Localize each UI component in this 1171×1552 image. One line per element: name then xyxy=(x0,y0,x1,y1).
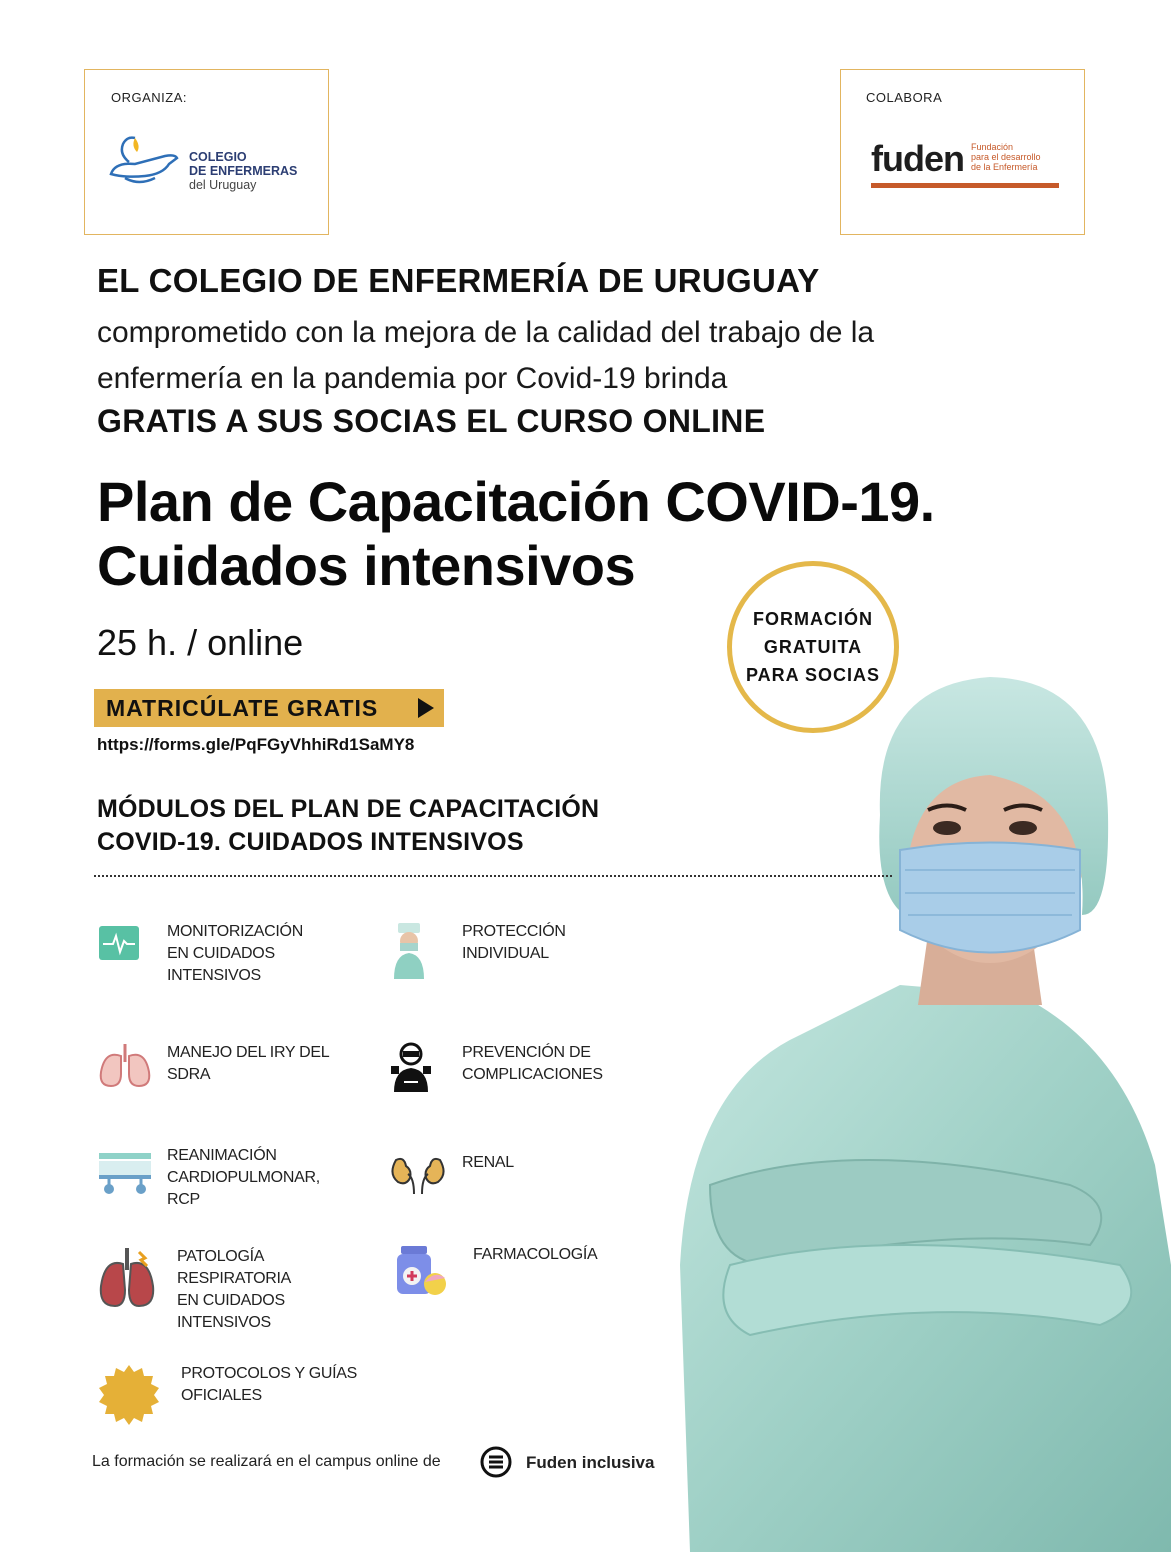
module-label: PATOLOGÍA RESPIRATORIA EN CUIDADOS INTENSIVOS xyxy=(177,1248,292,1331)
organizer-line-1: COLEGIO xyxy=(189,150,247,164)
module-label: PREVENCIÓN DE COMPLICACIONES xyxy=(462,1044,603,1083)
module-item xyxy=(97,1246,291,1334)
module-label: FARMACOLOGÍA xyxy=(473,1246,598,1263)
modules-title-line-1: MÓDULOS DEL PLAN DE CAPACITACIÓN xyxy=(97,795,600,823)
module-label: PROTECCIÓN INDIVIDUAL xyxy=(462,923,566,962)
module-item xyxy=(395,1244,597,1296)
collaborator-label: COLABORA xyxy=(866,90,943,105)
intro-line-2: enfermería en la pandemia por Covid-19 brinda xyxy=(97,362,728,395)
lungs-icon xyxy=(97,1042,153,1090)
modules-title xyxy=(97,793,599,859)
footer-text: La formación se realizará en el campus online de xyxy=(92,1453,441,1470)
dotted-divider xyxy=(94,875,892,877)
module-item xyxy=(97,1363,357,1427)
free-training-badge xyxy=(727,561,899,733)
organizer-logo-box xyxy=(84,69,329,235)
nurse-photo xyxy=(650,665,1171,1552)
intro-line-1: comprometido con la mejora de la calidad del trabajo de la xyxy=(97,316,875,349)
module-item xyxy=(97,1042,329,1090)
fuden-tagline-1: Fundación xyxy=(971,142,1014,152)
fuden-inclusiva-logo-icon xyxy=(480,1446,512,1478)
enroll-button-label: MATRICÚLATE GRATIS xyxy=(106,694,379,721)
play-arrow-icon xyxy=(418,698,434,718)
fuden-underline xyxy=(871,183,1059,188)
oil-lamp-icon xyxy=(105,134,185,192)
fuden-tagline-2: para el desarrollo xyxy=(971,152,1041,162)
badge-line-2: GRATUITA xyxy=(763,637,863,657)
badge-line-3: PARA SOCIAS xyxy=(745,665,880,685)
organizer-line-2: DE ENFERMERAS xyxy=(189,164,298,178)
module-label: MONITORIZACIÓN EN CUIDADOS INTENSIVOS xyxy=(167,923,303,984)
stretcher-icon xyxy=(97,1145,153,1197)
collaborator-logo-box xyxy=(840,69,1085,235)
monitor-icon xyxy=(97,923,141,963)
module-item xyxy=(390,1152,514,1196)
module-item xyxy=(390,921,566,979)
pills-icon xyxy=(395,1244,451,1296)
fuden-tagline xyxy=(971,142,1061,172)
fuden-tagline-3: de la Enfermería xyxy=(971,162,1038,172)
module-label: MANEJO DEL IRY DEL SDRA xyxy=(167,1044,330,1083)
nurse-icon xyxy=(390,921,428,979)
org-heading: EL COLEGIO DE ENFERMERÍA DE URUGUAY xyxy=(97,262,820,299)
badge-line-1: FORMACIÓN xyxy=(752,609,873,629)
kidneys-icon xyxy=(390,1152,446,1196)
fuden-wordmark: fuden xyxy=(871,138,964,179)
course-title-line-2: Cuidados intensivos xyxy=(97,534,636,597)
patient-icon xyxy=(390,1042,432,1094)
modules-title-line-2: COVID-19. CUIDADOS INTENSIVOS xyxy=(97,828,524,856)
module-label: PROTOCOLOS Y GUÍAS OFICIALES xyxy=(181,1365,357,1404)
module-label: RENAL xyxy=(462,1154,514,1171)
organizer-label: ORGANIZA: xyxy=(111,90,188,105)
module-label: REANIMACIÓN CARDIOPULMONAR, RCP xyxy=(167,1147,320,1208)
module-item xyxy=(97,921,303,987)
lungs-dark-icon xyxy=(97,1246,157,1310)
organizer-name xyxy=(189,150,297,192)
intro-text xyxy=(97,310,1057,402)
free-course-heading: GRATIS A SUS SOCIAS EL CURSO ONLINE xyxy=(97,403,766,439)
seal-icon xyxy=(97,1363,161,1427)
module-item xyxy=(97,1145,320,1211)
enroll-button[interactable] xyxy=(94,689,444,727)
organizer-line-3: del Uruguay xyxy=(189,178,257,192)
footer-brand[interactable]: Fuden inclusiva xyxy=(526,1453,655,1472)
enroll-link[interactable]: https://forms.gle/PqFGyVhhiRd1SaMY8 xyxy=(97,735,415,754)
module-item xyxy=(390,1042,603,1094)
course-title-line-1: Plan de Capacitación COVID-19. xyxy=(97,470,935,533)
course-hours: 25 h. / online xyxy=(97,622,304,663)
